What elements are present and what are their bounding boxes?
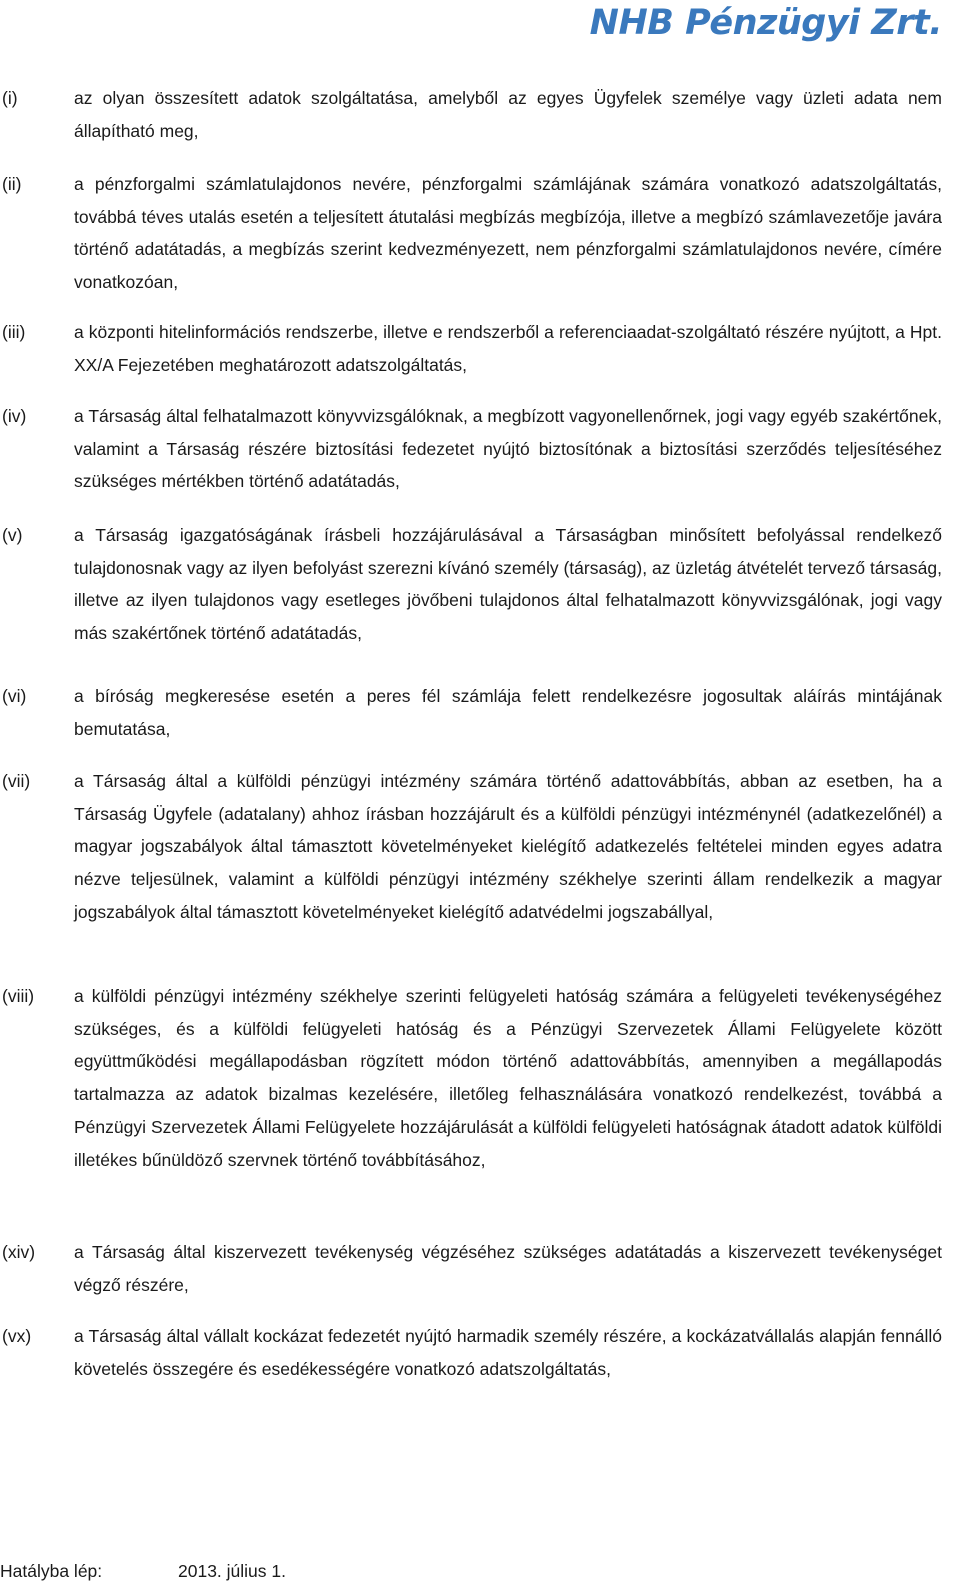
clause-number: (iv) [2, 406, 27, 426]
clause-number: (i) [2, 88, 18, 108]
clause-number: (viii) [2, 986, 35, 1006]
clause-text: a bíróság megkeresése esetén a peres fél számlája felett rendelkezésre jogosultak aláírás mintájának bemutatása, [74, 686, 942, 739]
clause-number: (iii) [2, 322, 26, 342]
clause-number: (v) [2, 525, 23, 545]
clause-text: a Társaság igazgatóságának írásbeli hozzájárulásával a Társaságban minősített befolyással rendelkező tulajdonosnak vagy az ilyen befolyást szerezni kívánó személy (társaság), az üzletág átvételét tervező társaság, illetve az ilyen tulajdonos vagy esetleges jövőbeni tulajdonos által felhatalmazott könyvvizsgálónak, jogi vagy más szakértőnek történő adatátadás, [74, 525, 942, 644]
company-brand: NHB Pénzügyi Zrt. [589, 3, 942, 43]
clause-number: (vx) [2, 1326, 32, 1346]
clause-number: (vii) [2, 771, 31, 791]
clause-number: (ii) [2, 174, 22, 194]
clause-number: (vi) [2, 686, 27, 706]
clause-text: az olyan összesített adatok szolgáltatása, amelyből az egyes Ügyfelek személye vagy üzleti adata nem állapítható meg, [74, 88, 942, 141]
effective-date-value: 2013. július 1. [178, 1561, 286, 1581]
clause-text: a központi hitelinformációs rendszerbe, illetve e rendszerből a referenciaadat-szolgáltató részére nyújtott, a Hpt. XX/A Fejezetében meghatározott adatszolgáltatás, [74, 322, 942, 375]
effective-date-label: Hatályba lép: [0, 1561, 103, 1581]
clause-text: a pénzforgalmi számlatulajdonos nevére, pénzforgalmi számlájának számára vonatkozó adatszolgáltatás, továbbá téves utalás esetén a teljesített átutalási megbízás megbízója, illetve a megbízó számlavezetője javára történő adatátadás, a megbízás szerint kedvezményezett, nem pénzforgalmi számlatulajdonos nevére, címére vonatkozóan, [74, 174, 942, 293]
clause-text: a Társaság által kiszervezett tevékenység végzéséhez szükséges adatátadás a kiszervezett tevékenységet végző részére, [74, 1242, 942, 1295]
clause-text: a Társaság által vállalt kockázat fedezetét nyújtó harmadik személy részére, a kockázatvállalás alapján fennálló követelés összegére és esedékességére vonatkozó adatszolgáltatás, [74, 1326, 942, 1379]
clause-text: a külföldi pénzügyi intézmény székhelye szerinti felügyeleti hatóság számára a felügyeleti tevékenységéhez szükséges, és a külföldi felügyeleti hatóság és a Pénzügyi Szervezetek Állami Felügyelete között együttműködési megállapodásban rögzített módon történő adattovábbítás, amennyiben a megállapodás tartalmazza az adatok bizalmas kezelésére, illetőleg felhasználására vonatkozó rendelkezést, továbbá a Pénzügyi Szervezetek Állami Felügyelete hozzájárulását a külföldi felügyeleti hatóságnak átadott adatok külföldi illetékes bűnüldöző szervnek történő továbbításához, [74, 986, 942, 1170]
clause-number: (xiv) [2, 1242, 36, 1262]
clause-text: a Társaság által felhatalmazott könyvvizsgálóknak, a megbízott vagyonellenőrnek, jogi vagy egyéb szakértőnek, valamint a Társaság részére biztosítási fedezetet nyújtó biztosítónak a biztosítási szerződés teljesítéséhez szükséges mértékben történő adatátadás, [74, 406, 942, 492]
clause-text: a Társaság által a külföldi pénzügyi intézmény számára történő adattovábbítás, abban az esetben, ha a Társaság Ügyfele (adatalany) ahhoz írásban hozzájárult és a külföldi pénzügyi intézménynél (adatkezelőnél) a magyar jogszabályok által támasztott követelményeket kielégítő adatkezelés feltételei minden egyes adatra nézve teljesülnek, valamint a külföldi pénzügyi intézmény székhelye szerinti állam rendelkezik a magyar jogszabályok által támasztott követelményeket kielégítő adatvédelmi jogszabállyal, [74, 771, 942, 922]
